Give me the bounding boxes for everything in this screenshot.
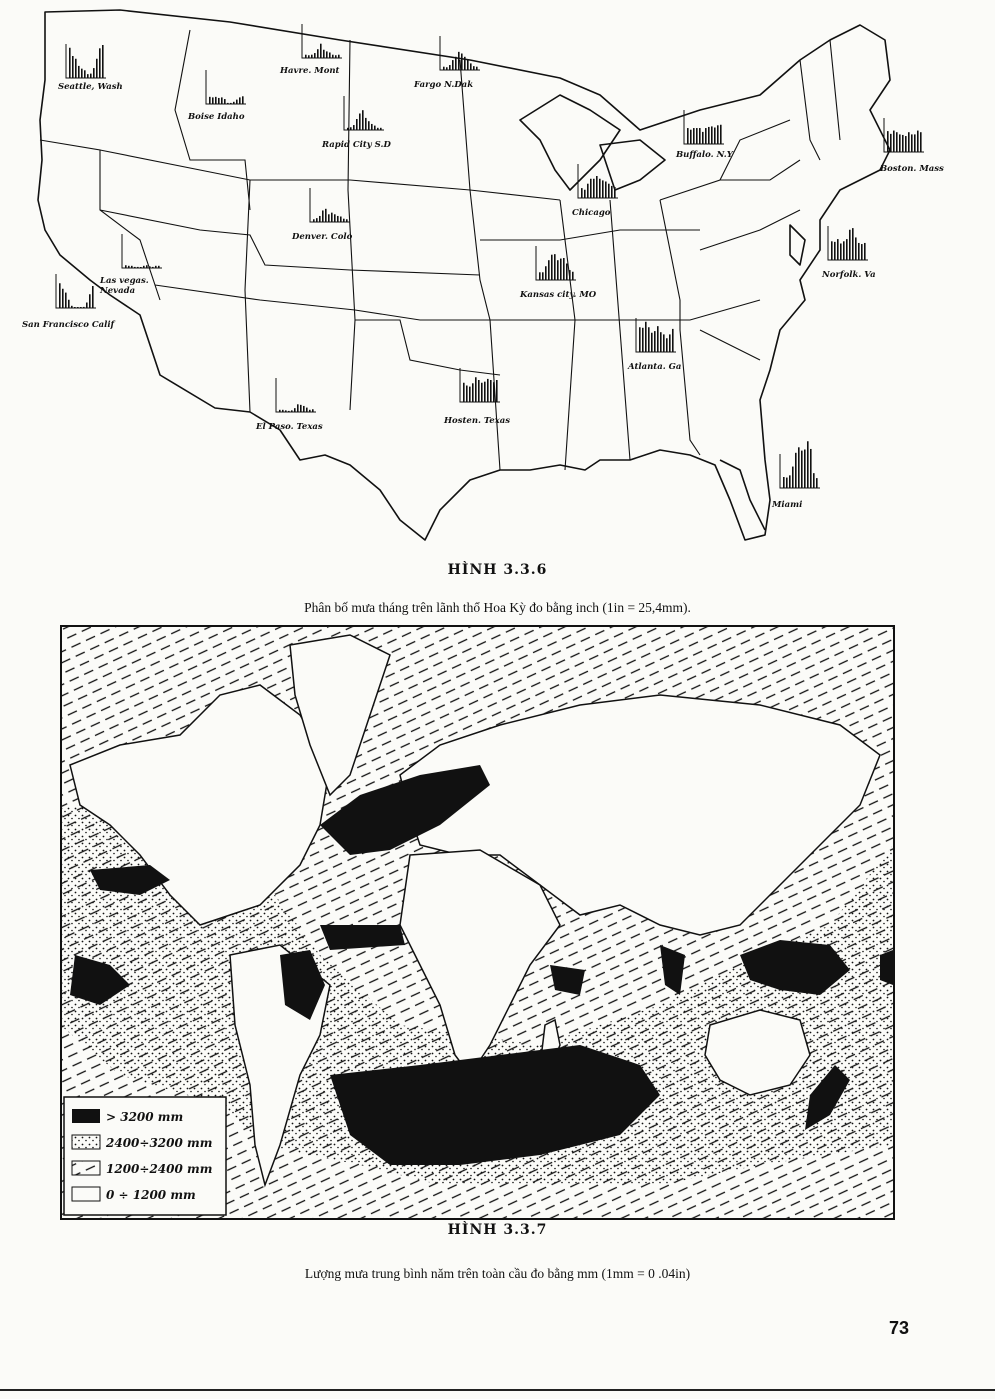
rainfall-bar — [77, 307, 79, 308]
rainfall-bar — [306, 408, 308, 412]
station-label-chicago: Chicago — [572, 208, 611, 218]
rainfall-bar — [99, 48, 101, 78]
rainfall-bar — [84, 70, 86, 78]
rainfall-bar — [807, 441, 809, 488]
rainfall-bar — [699, 128, 701, 144]
station-chart — [122, 234, 162, 268]
rainfall-bar — [473, 66, 475, 70]
rainfall-bar — [798, 447, 800, 488]
rainfall-bar — [128, 266, 130, 268]
rainfall-bar — [215, 97, 217, 104]
station-chart — [66, 44, 106, 78]
station-chart — [780, 441, 820, 488]
figure-3-3-6-label: HÌNH 3.3.6 — [447, 562, 548, 578]
rainfall-bar — [557, 260, 559, 280]
rainfall-bar — [831, 241, 833, 260]
rainfall-bar — [59, 283, 61, 308]
rainfall-bar — [789, 475, 791, 488]
rainfall-bar — [279, 410, 281, 412]
rainfall-bar — [816, 478, 818, 488]
rainfall-bar — [690, 130, 692, 144]
rainfall-bar — [230, 103, 232, 104]
rainfall-bar — [78, 66, 80, 78]
station-chart — [828, 226, 868, 260]
rainfall-bar — [717, 125, 719, 144]
rainfall-bar — [71, 306, 73, 308]
station-chart — [344, 96, 384, 130]
station-chart — [536, 246, 576, 280]
rainfall-bar — [651, 333, 653, 352]
rainfall-bar — [285, 410, 287, 412]
station-label-las-vegas: Las vegas. Nevada — [100, 276, 149, 296]
rainfall-bar — [140, 267, 142, 268]
rainfall-bar — [303, 406, 305, 412]
rainfall-bar — [87, 74, 89, 78]
rainfall-bar — [350, 127, 352, 130]
rainfall-bar — [322, 210, 324, 222]
chart-axis — [302, 24, 342, 58]
rainfall-bar — [581, 188, 583, 198]
rainfall-bar — [614, 187, 616, 198]
rainfall-bar — [608, 184, 610, 198]
rainfall-bar — [911, 134, 913, 152]
rainfall-bar — [346, 219, 348, 222]
station-label-norfolk: Norfolk. Va — [822, 270, 876, 280]
rainfall-bar — [711, 126, 713, 144]
rainfall-bar — [320, 44, 322, 58]
rainfall-bar — [593, 179, 595, 198]
rainfall-bar — [297, 404, 299, 412]
rainfall-bar — [887, 131, 889, 152]
rainfall-bar — [563, 258, 565, 280]
rainfall-bar — [466, 386, 468, 403]
rainfall-bar — [467, 59, 469, 70]
legend-swatch-blank — [72, 1187, 100, 1201]
rainfall-bar — [783, 477, 785, 488]
rainfall-bar — [893, 131, 895, 152]
rainfall-bar — [663, 334, 665, 352]
rainfall-bar — [458, 52, 460, 70]
station-chart — [636, 318, 676, 352]
station-label-houston: Hosten. Texas — [444, 416, 511, 426]
legend-label-2400-3200: 2400÷3200 mm — [106, 1136, 213, 1150]
rainfall-bar — [702, 132, 704, 144]
rainfall-bar — [319, 216, 321, 222]
rainfall-bar — [218, 98, 220, 104]
rainfall-bar — [337, 216, 339, 222]
rainfall-bar — [312, 409, 314, 412]
rainfall-bar — [65, 293, 67, 308]
legend-label-0-1200: 0 ÷ 1200 mm — [106, 1188, 196, 1202]
rainfall-bar — [849, 230, 851, 260]
rainfall-bar — [224, 99, 226, 104]
rainfall-bar — [605, 182, 607, 199]
chart-axis — [310, 188, 350, 222]
rainfall-bar — [311, 55, 313, 58]
rainfall-bar — [481, 383, 483, 402]
rainfall-bar — [380, 128, 382, 130]
rainfall-bar — [687, 128, 689, 144]
rainfall-bar — [792, 467, 794, 488]
station-label-el-paso: El Paso. Texas — [256, 422, 323, 432]
rainfall-bar — [455, 57, 457, 70]
rainfall-bar — [343, 219, 345, 222]
rainfall-bar — [478, 380, 480, 402]
rainfall-bar — [314, 53, 316, 58]
rainfall-bar — [443, 67, 445, 70]
rainfall-bar — [239, 97, 241, 104]
rainfall-bar — [472, 383, 474, 402]
rainfall-bar — [554, 254, 556, 280]
rainfall-bar — [548, 260, 550, 280]
rainfall-bar — [92, 286, 94, 308]
rainfall-bar — [463, 383, 465, 402]
rainfall-bar — [146, 265, 148, 268]
rainfall-bar — [545, 266, 547, 280]
legend-swatch-dots — [72, 1135, 100, 1149]
rainfall-bar — [572, 272, 574, 280]
rainfall-bar — [68, 300, 70, 308]
rainfall-bar — [308, 55, 310, 58]
rainfall-bar — [452, 60, 454, 70]
rainfall-bar — [74, 307, 76, 308]
rainfall-bar — [371, 124, 373, 130]
station-label-havre: Havre. Mont — [280, 66, 340, 76]
rainfall-bar — [332, 55, 334, 58]
station-label-atlanta: Atlanta. Ga — [628, 362, 682, 372]
rainfall-bar — [905, 136, 907, 152]
rainfall-bar — [155, 266, 157, 268]
station-label-denver: Denver. Colo — [292, 232, 353, 242]
station-label-miami: Miami — [772, 500, 803, 510]
rainfall-bar — [569, 270, 571, 280]
rainfall-bar — [317, 49, 319, 58]
legend-swatch-solid — [72, 1109, 100, 1123]
rainfall-bar — [102, 45, 104, 78]
station-label-rapid-city: Rapid City S.D — [322, 140, 391, 150]
rainfall-bar — [917, 131, 919, 152]
rainfall-bar — [596, 176, 598, 198]
rainfall-bar — [542, 272, 544, 280]
rainfall-bar — [158, 266, 160, 268]
rainfall-bar — [837, 239, 839, 260]
rainfall-bar — [236, 100, 238, 104]
rainfall-bar — [80, 307, 82, 308]
figure-3-3-6-caption: Phân bố mưa tháng trên lãnh thổ Hoa Kỳ đo bằng inch (1in = 25,4mm). — [304, 600, 691, 615]
rainfall-bar — [846, 239, 848, 260]
rainfall-bar — [484, 382, 486, 402]
world-rainfall-map — [60, 625, 895, 1220]
station-chart — [302, 24, 342, 58]
rainfall-bar — [282, 410, 284, 412]
legend-swatch-dashes — [72, 1161, 100, 1175]
station-chart — [310, 188, 350, 222]
rainfall-bar — [305, 55, 307, 58]
rainfall-bar — [843, 241, 845, 260]
rainfall-bar — [309, 410, 311, 412]
rainfall-bar — [365, 118, 367, 130]
rainfall-bar — [340, 217, 342, 223]
station-label-san-francisco: San Francisco Calif — [22, 320, 115, 330]
rainfall-bar — [469, 387, 471, 402]
rainfall-bar — [209, 97, 211, 104]
rainfall-bar — [323, 50, 325, 58]
rainfall-bar — [899, 134, 901, 152]
rainfall-bar — [86, 303, 88, 309]
rainfall-bar — [69, 48, 71, 78]
rainfall-bar — [696, 128, 698, 144]
rainfall-bar — [338, 55, 340, 58]
chart-axis — [122, 234, 162, 268]
rainfall-bar — [551, 255, 553, 280]
rainfall-bar — [476, 67, 478, 70]
rainfall-bar — [300, 405, 302, 412]
station-chart — [276, 378, 316, 412]
page-number: 73 — [889, 1318, 910, 1338]
station-label-fargo: Fargo N.Dak — [414, 80, 474, 90]
rainfall-bar — [908, 132, 910, 152]
station-chart — [684, 110, 724, 144]
rainfall-bar — [490, 380, 492, 402]
rainfall-bar — [914, 134, 916, 152]
rainfall-bar — [693, 128, 695, 144]
rainfall-bar — [291, 410, 293, 412]
rainfall-bar — [212, 97, 214, 104]
rainfall-bar — [902, 135, 904, 152]
rainfall-bar — [461, 54, 463, 71]
station-chart — [206, 70, 246, 104]
rainfall-bar — [496, 380, 498, 402]
rainfall-bar — [72, 56, 74, 78]
rainfall-bar — [353, 125, 355, 130]
rainfall-bar — [645, 322, 647, 352]
rainfall-bar — [708, 127, 710, 144]
rainfall-bar — [657, 326, 659, 352]
rainfall-bar — [720, 125, 722, 144]
rainfall-bar — [660, 332, 662, 352]
rainfall-bar — [81, 69, 83, 78]
rainfall-bar — [672, 329, 674, 352]
station-label-kansas-city: Kansas city. MO — [520, 290, 597, 300]
rainfall-bar — [149, 266, 151, 268]
rainfall-bar — [62, 289, 64, 308]
rainfall-bar — [329, 53, 331, 59]
rainfall-bar — [804, 450, 806, 489]
rainfall-bar — [786, 478, 788, 488]
rainfall-bar — [335, 55, 337, 58]
station-label-buffalo: Buffalo. N.Y — [676, 150, 733, 160]
rainfall-bar — [331, 213, 333, 222]
rainfall-bar — [639, 327, 641, 352]
rainfall-bar — [840, 244, 842, 261]
rainfall-bar — [584, 190, 586, 198]
rainfall-bar — [134, 267, 136, 268]
rainfall-bar — [810, 449, 812, 488]
rainfall-bar — [566, 264, 568, 281]
rainfall-bar — [813, 473, 815, 488]
rainfall-bar — [920, 132, 922, 152]
chart-axis — [344, 96, 384, 130]
rainfall-bar — [137, 267, 139, 268]
legend-label-over-3200: > 3200 mm — [106, 1110, 184, 1124]
rainfall-bar — [313, 219, 315, 222]
rainfall-bar — [611, 186, 613, 198]
rainfall-bar — [143, 266, 145, 268]
legend-label-1200-2400: 1200÷2400 mm — [106, 1162, 213, 1176]
figure-3-3-7-label: HÌNH 3.3.7 — [447, 1222, 548, 1238]
rainfall-bar — [288, 411, 290, 412]
rainfall-bar — [93, 68, 95, 78]
rainfall-bar — [795, 453, 797, 488]
rainfall-bar — [325, 209, 327, 222]
rainfall-bar — [347, 128, 349, 130]
rainfall-bar — [362, 110, 364, 130]
rainfall-bar — [377, 128, 379, 130]
rainfall-bar — [539, 272, 541, 280]
rainfall-bar — [316, 218, 318, 222]
rainfall-bar — [475, 377, 477, 402]
rainfall-bar — [356, 119, 358, 130]
rainfall-bar — [852, 228, 854, 260]
rainfall-bar — [221, 97, 223, 104]
rainfall-bar — [359, 114, 361, 131]
rainfall-bar — [801, 451, 803, 488]
rainfall-bar — [90, 74, 92, 78]
rainfall-bar — [855, 237, 857, 260]
rainfall-bar — [861, 244, 863, 260]
rainfall-bar — [96, 59, 98, 78]
chart-axis — [276, 378, 316, 412]
rainfall-bar — [75, 59, 77, 78]
rainfall-bar — [89, 294, 91, 308]
rainfall-bar — [864, 243, 866, 260]
rainfall-bar — [890, 134, 892, 152]
rainfall-bar — [368, 121, 370, 130]
rainfall-bar — [599, 179, 601, 198]
rainfall-bar — [233, 102, 235, 104]
rainfall-bar — [131, 266, 133, 268]
rainfall-bar — [294, 408, 296, 412]
rainfall-bar — [487, 379, 489, 402]
rainfall-bar — [590, 179, 592, 198]
rainfall-bar — [602, 180, 604, 198]
rainfall-bar — [374, 126, 376, 130]
rainfall-bar — [654, 331, 656, 352]
rainfall-bar — [242, 96, 244, 104]
rainfall-bar — [125, 265, 127, 268]
rainfall-bar — [705, 128, 707, 144]
station-label-seattle: Seattle, Wash — [58, 82, 123, 92]
rainfall-bar — [493, 382, 495, 402]
station-label-boston: Boston. Mass — [880, 164, 944, 174]
station-label-boise: Boise Idaho — [188, 112, 245, 122]
rainfall-bar — [666, 338, 668, 352]
rainfall-bar — [648, 327, 650, 352]
rainfall-bar — [326, 51, 328, 58]
rainfall-bar — [714, 128, 716, 145]
rainfall-bar — [464, 57, 466, 70]
rainfall-bar — [642, 328, 644, 352]
figure-3-3-7-caption: Lượng mưa trung bình năm trên toàn cầu đo bằng mm (1mm = 0 .04in) — [304, 1266, 691, 1281]
rainfall-bar — [834, 242, 836, 260]
rainfall-bar — [334, 214, 336, 222]
rainfall-bar — [858, 243, 860, 260]
rainfall-bar — [560, 259, 562, 280]
bottom-rule — [0, 1389, 995, 1391]
rainfall-bar — [669, 334, 671, 352]
rainfall-bar — [470, 63, 472, 70]
rainfall-bar — [227, 103, 229, 104]
rainfall-bar — [587, 184, 589, 198]
rainfall-bar — [83, 307, 85, 308]
rainfall-bar — [446, 67, 448, 70]
station-chart — [884, 118, 924, 152]
rainfall-bar — [152, 267, 154, 268]
rainfall-bar — [896, 132, 898, 152]
rainfall-bar — [449, 65, 451, 70]
rainfall-bar — [328, 214, 330, 222]
